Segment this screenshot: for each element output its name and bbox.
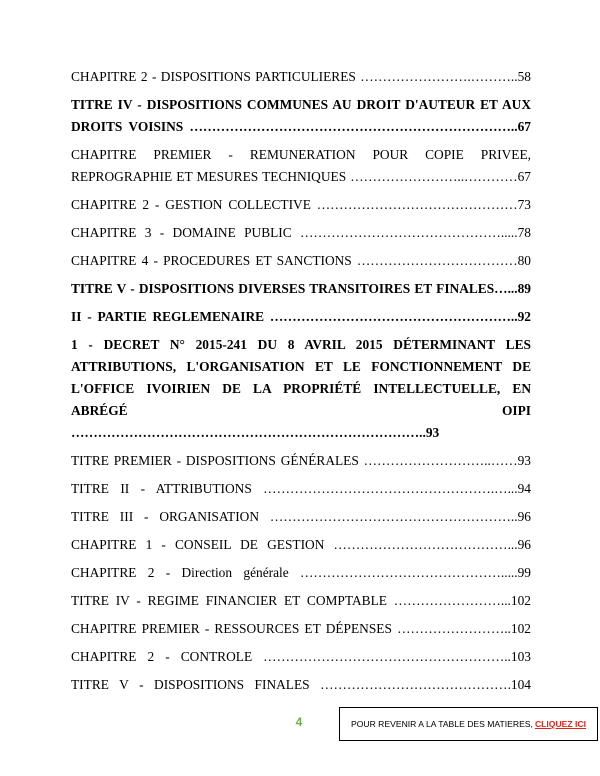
return-to-toc-box (339, 707, 598, 741)
toc-entry-titre-v-dispositions-diverses[interactable]: TITRE V - DISPOSITIONS DIVERSES TRANSITOIRES ET FINALES…...89 (71, 281, 531, 296)
toc-entry-titre-iv-dispositions-communes[interactable]: TITRE IV - DISPOSITIONS COMMUNES AU DROIT D'AUTEUR ET AUX DROITS VOISINS ………………………………………………………………..67 (71, 97, 531, 134)
table-of-contents (71, 66, 531, 696)
toc-entry-chapitre-1-conseil-de-gestion[interactable]: CHAPITRE 1 - CONSEIL DE GESTION …………………………………...96 (71, 537, 531, 552)
return-to-toc-link[interactable]: CLIQUEZ ICI (534, 719, 587, 729)
toc-entry-chapitre-4-procedures[interactable]: CHAPITRE 4 - PROCEDURES ET SANCTIONS ………………………………80 (71, 253, 531, 268)
toc-entry-chapitre-2-gestion-collective[interactable]: CHAPITRE 2 - GESTION COLLECTIVE ………………………………………73 (71, 197, 531, 212)
toc-entry-chapitre-2-dispositions-particulieres[interactable]: CHAPITRE 2 - DISPOSITIONS PARTICULIERES …………………….………..58 (71, 69, 531, 84)
toc-entry-titre-v-dispositions-finales[interactable]: TITRE V - DISPOSITIONS FINALES …………………………………….104 (71, 677, 531, 692)
toc-entry-titre-iv-regime-financier[interactable]: TITRE IV - REGIME FINANCIER ET COMPTABLE ……………………...102 (71, 593, 531, 608)
toc-entry-chapitre-3-domaine-public[interactable]: CHAPITRE 3 - DOMAINE PUBLIC ……………………………………….....78 (71, 225, 531, 240)
toc-entry-titre-premier-dispositions-generales[interactable]: TITRE PREMIER - DISPOSITIONS GÉNÉRALES ………………………..……93 (71, 453, 531, 468)
toc-entry-chapitre-premier-ressources[interactable]: CHAPITRE PREMIER - RESSOURCES ET DÉPENSES ……………………..102 (71, 621, 531, 636)
toc-entry-chapitre-2-direction-generale[interactable]: CHAPITRE 2 - Direction générale ……………………………………….....99 (71, 565, 531, 580)
toc-entry-titre-ii-attributions[interactable]: TITRE II - ATTRIBUTIONS …………………………………………….…...94 (71, 481, 531, 496)
page-number: 4 (295, 715, 303, 729)
toc-entry-chapitre-premier-remuneration[interactable]: CHAPITRE PREMIER - REMUNERATION POUR COPIE PRIVEE, REPROGRAPHIE ET MESURES TECHNIQUES ……………………..…………67 (71, 147, 531, 184)
return-to-toc-text: POUR REVENIR A LA TABLE DES MATIERES, (350, 719, 533, 729)
toc-entry-decret-2015-241[interactable]: 1 - DECRET N° 2015-241 DU 8 AVRIL 2015 DÉTERMINANT LES ATTRIBUTIONS, L'ORGANISATION ET LE FONCTIONNEMENT DE L'OFFICE IVOIRIEN DE LA PROPRIÉTÉ INTELLECTUELLE, EN ABRÉGÉ OIPI ……………………………………………………………………..93 (71, 337, 531, 440)
toc-entry-partie-reglementaire[interactable]: II - PARTIE REGLEMENAIRE ………………………………………………..92 (71, 309, 531, 324)
toc-entry-chapitre-2-controle[interactable]: CHAPITRE 2 - CONTROLE ………………………………………………..103 (71, 649, 531, 664)
toc-entry-titre-iii-organisation[interactable]: TITRE III - ORGANISATION ………………………………………………..96 (71, 509, 531, 524)
